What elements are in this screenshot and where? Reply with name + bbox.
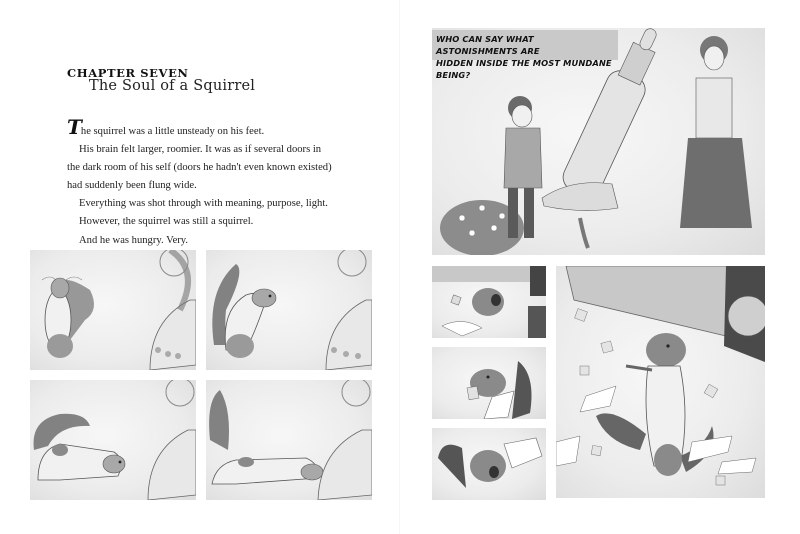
paragraph-5: And he was hungry. Very. bbox=[79, 234, 189, 246]
comic-panel-3 bbox=[30, 380, 196, 500]
squirrel-with-paper-illustration bbox=[432, 428, 546, 500]
chapter-title: The Soul of a Squirrel bbox=[89, 78, 256, 94]
paragraph-4: However, the squirrel was still a squirrel. bbox=[79, 216, 254, 228]
comic-panel-4 bbox=[206, 380, 372, 500]
chapter-label: CHAPTER SEVEN bbox=[67, 66, 189, 80]
narration-caption bbox=[432, 30, 618, 80]
paragraph-3: Everything was shot through with meaning, purpose, light. bbox=[79, 198, 328, 210]
squirrel-emerging-illustration bbox=[432, 266, 546, 338]
squirrel-eating-cracker-illustration bbox=[432, 347, 546, 419]
squirrel-triumphant-illustration bbox=[556, 266, 765, 498]
comic-panel-6 bbox=[432, 266, 546, 338]
comic-panel-7 bbox=[432, 347, 546, 419]
caption-line-1: WHO CAN SAY WHAT ASTONISHMENTS ARE bbox=[436, 34, 540, 56]
paragraph-1: The squirrel was a little unsteady on his feet. bbox=[67, 115, 265, 139]
drop-cap: T bbox=[67, 115, 82, 139]
paragraph-2-line-3: had suddenly been flung wide. bbox=[67, 180, 197, 192]
squirrel-sniffing-illustration bbox=[206, 380, 372, 500]
comic-panel-8 bbox=[432, 428, 546, 500]
paragraph-2: His brain felt larger, roomier. It was as if several doors in bbox=[79, 144, 322, 156]
squirrel-crouching-illustration bbox=[206, 250, 372, 370]
caption-line-2: HIDDEN INSIDE THE MOST MUNDANE BEING? bbox=[436, 58, 612, 80]
comic-panel-2 bbox=[206, 250, 372, 370]
comic-panel-9 bbox=[556, 266, 765, 498]
paragraph-2-line-2: the dark room of his self (doors he hadn't even known existed) bbox=[67, 162, 332, 174]
comic-panel-1 bbox=[30, 250, 196, 370]
squirrel-standing-illustration bbox=[30, 250, 196, 370]
squirrel-creeping-illustration bbox=[30, 380, 196, 500]
chapter-body-text bbox=[67, 115, 367, 250]
